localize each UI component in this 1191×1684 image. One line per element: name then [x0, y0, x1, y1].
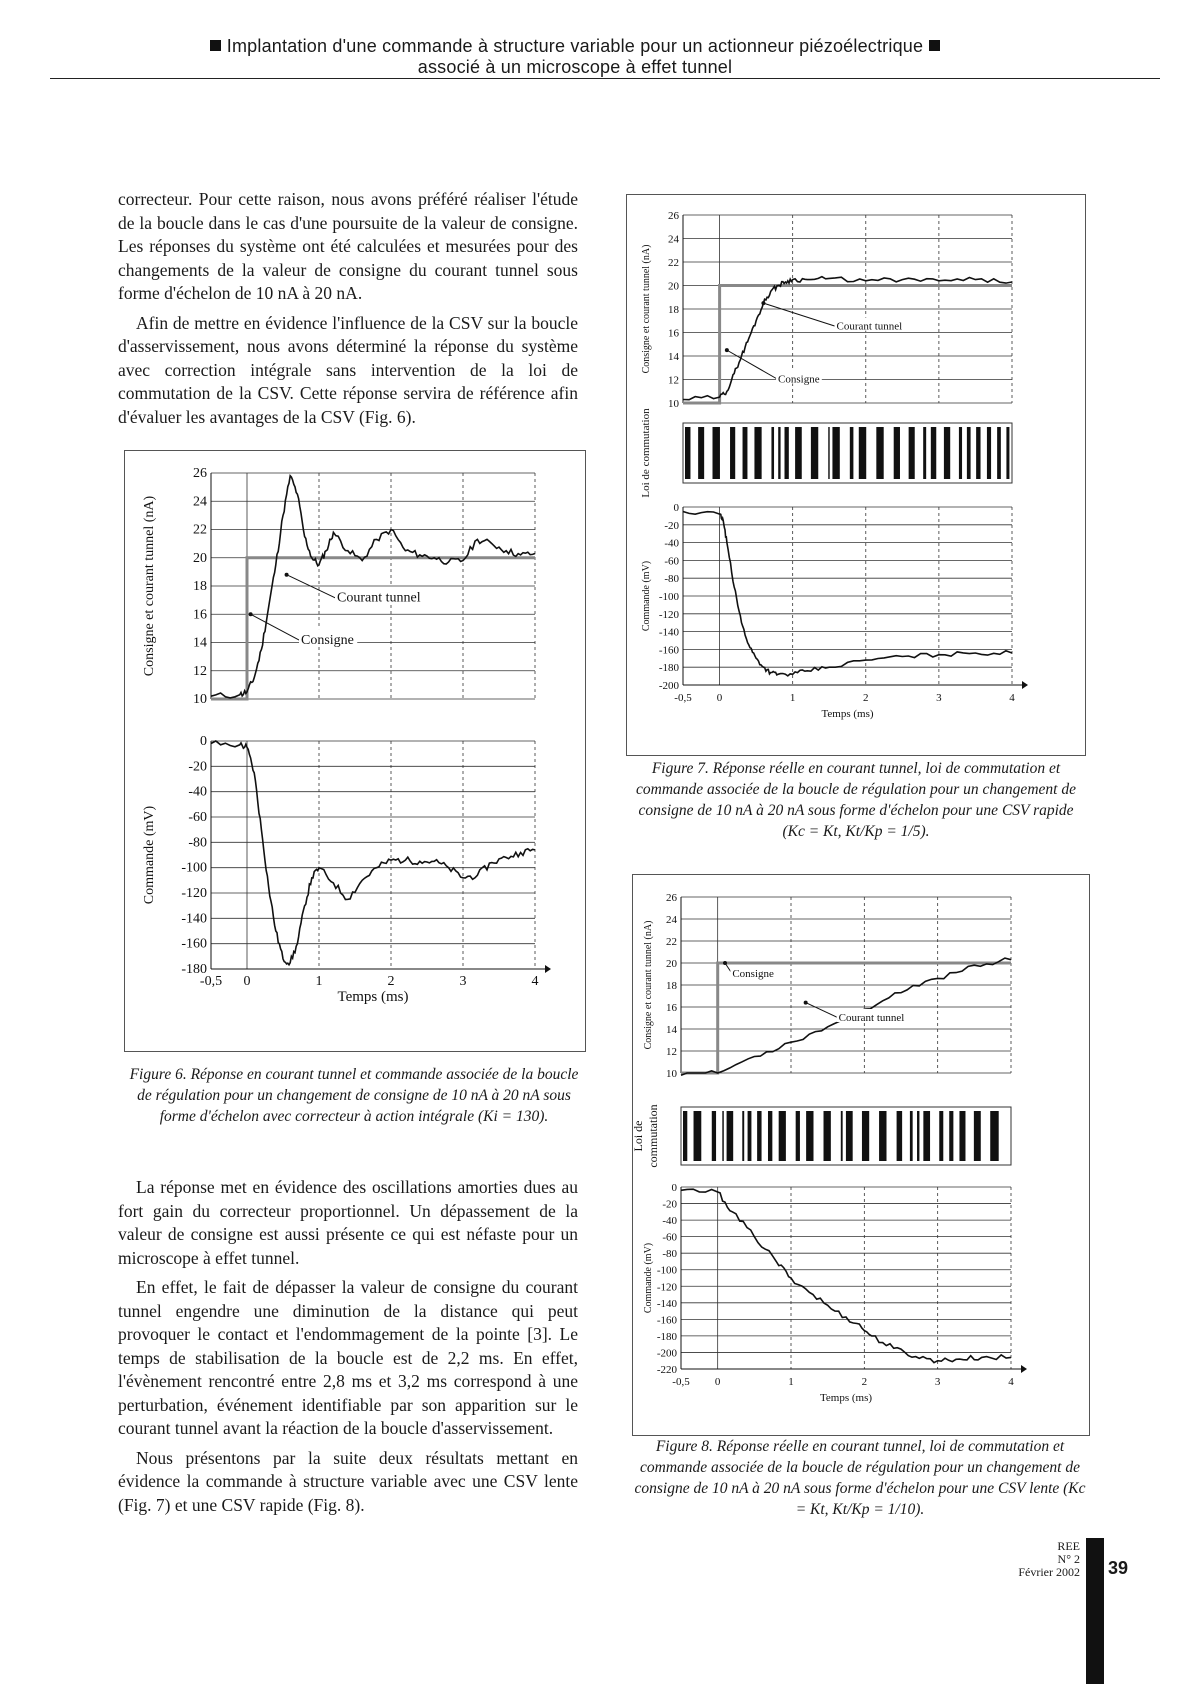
- x-tick-label: 2: [387, 974, 395, 989]
- switching-pulse: [768, 1111, 772, 1161]
- series-courant-tunnel-line: [683, 277, 1012, 400]
- y-tick-label: -100: [658, 591, 679, 603]
- y-tick-label: 16: [666, 1002, 677, 1014]
- y-tick-label: -220: [656, 1364, 677, 1376]
- x-tick-label: -0,5: [674, 692, 692, 704]
- y-tick-label: -140: [181, 911, 207, 927]
- y-tick-label: -60: [188, 810, 207, 825]
- switching-pulse: [743, 427, 748, 479]
- header-rule: [50, 78, 1160, 79]
- x-tick-label: 4: [531, 974, 539, 989]
- switching-axis-label: commutation: [646, 1104, 660, 1168]
- y-axis-label: Consigne et courant tunnel (nA): [142, 495, 157, 677]
- y-tick-label: -40: [664, 537, 679, 550]
- switching-pulse: [879, 1111, 886, 1161]
- annotation-label: Consigne: [732, 968, 774, 980]
- switching-pulse: [949, 1111, 953, 1161]
- y-tick-label: 10: [668, 398, 679, 410]
- y-tick-label: -20: [664, 519, 679, 532]
- annotation-label: Courant tunnel: [337, 590, 421, 606]
- annotation-arrow-head: [725, 348, 729, 352]
- annotation-arrow-line: [287, 575, 337, 599]
- switching-pulse: [727, 1111, 734, 1161]
- switching-pulse: [910, 1111, 913, 1161]
- switching-pulse: [694, 1111, 702, 1161]
- switching-pulse: [712, 1111, 716, 1161]
- footer-journal-info: [1010, 1540, 1080, 1579]
- switching-pulse: [757, 1111, 761, 1161]
- switching-pulse: [917, 1111, 919, 1161]
- y-tick-label: 24: [666, 914, 677, 926]
- annotation-arrow-line: [251, 614, 301, 641]
- y-tick-label: 20: [193, 550, 207, 566]
- annotation-label: Courant tunnel: [836, 320, 903, 333]
- switching-pulse: [923, 1111, 930, 1161]
- annotation-arrow-head: [723, 961, 727, 965]
- switching-axis-label: Loi de: [631, 1120, 645, 1152]
- switching-pulse: [806, 1111, 813, 1161]
- paragraph: La réponse met en évidence des oscillations amorties dues au fort gain du correcteur proportionnel. Un dépassement de la valeur de consigne est aussi présente ce qui est néfaste pour un microscope à effet tunnel.: [118, 1177, 578, 1268]
- switching-pulse: [811, 427, 818, 479]
- y-tick-label: -180: [181, 962, 207, 977]
- y-tick-label: -80: [188, 835, 207, 851]
- y-tick-label: 12: [666, 1046, 677, 1058]
- switching-pulse: [713, 427, 720, 479]
- switching-pulse: [862, 1111, 869, 1161]
- y-axis-label: Consigne et courant tunnel (nA): [643, 920, 654, 1050]
- x-axis-arrow-icon: [1022, 681, 1028, 689]
- annotation-arrow-line: [806, 1003, 839, 1018]
- x-axis-label: Temps (ms): [819, 1392, 873, 1404]
- switching-pulse: [698, 427, 704, 479]
- switching-pulse: [824, 1111, 831, 1161]
- series-commande-line: [683, 512, 1012, 676]
- x-tick-label: 3: [934, 1376, 941, 1388]
- switching-pulse: [832, 427, 839, 479]
- y-tick-label: -200: [656, 1347, 677, 1360]
- x-tick-label: 2: [863, 692, 869, 704]
- y-tick-label: -100: [656, 1264, 677, 1277]
- figure-6-chart: [125, 451, 585, 1051]
- y-tick-label: -40: [188, 784, 207, 800]
- figure-6: [124, 450, 586, 1052]
- running-header: [150, 36, 1000, 78]
- x-tick-label: 3: [936, 692, 942, 704]
- x-tick-label: 3: [459, 974, 467, 989]
- switching-pulse: [795, 427, 802, 479]
- series-commande-line: [211, 741, 535, 965]
- x-tick-label: -0,5: [672, 1376, 690, 1388]
- switching-pulse: [974, 1111, 981, 1161]
- annotation-arrow-line: [763, 303, 836, 327]
- y-tick-label: 12: [193, 663, 207, 679]
- switching-pulse: [846, 1111, 853, 1161]
- x-tick-label: 4: [1008, 1376, 1014, 1388]
- bullet-square-icon: [210, 40, 221, 51]
- y-tick-label: -40: [662, 1215, 677, 1228]
- x-tick-label: 1: [789, 692, 796, 704]
- x-tick-label: 4: [1009, 692, 1015, 704]
- y-tick-label: 22: [193, 522, 207, 538]
- x-tick-label: 0: [714, 1376, 721, 1388]
- switching-pulse: [990, 1111, 998, 1161]
- annotation-arrow-head: [285, 573, 289, 577]
- figure-6-caption: Figure 6. Réponse en courant tunnel et commande associée de la boucle de régulation pour un changement de consigne de 10 nA à 20 nA sous forme d'échelon avec correcteur à action intégrale (Ki = 130).: [129, 1066, 579, 1125]
- y-tick-label: 20: [666, 958, 677, 970]
- y-axis-label: Consigne et courant tunnel (nA): [641, 244, 652, 374]
- y-axis-label: Commande (mV): [641, 560, 652, 632]
- switching-pulse: [987, 427, 991, 479]
- paragraph: Afin de mettre en évidence l'influence de la CSV sur la boucle d'asservissement, nous avons déterminé la réponse du système avec correction intégrale sans intervention de la loi de commutation de la CSV. Cette réponse servira de référence afin d'évaluer les avantages de la CSV (Fig. 6).: [118, 312, 578, 427]
- footer-issue: N° 2: [1057, 1552, 1080, 1566]
- switching-axis-label: Loi de commutation: [640, 408, 652, 498]
- x-axis-arrow-icon: [1021, 1365, 1027, 1373]
- figure-7-caption: Figure 7. Réponse réelle en courant tunnel, loi de commutation et commande associée de la boucle de régulation pour un changement de consigne de 10 nA à 20 nA sous forme d'échelon pour une CSV rapide (Kc = Kt, Kt/Kp = 1/5).: [636, 760, 1076, 840]
- y-tick-label: -100: [181, 860, 207, 876]
- switching-pulse: [859, 427, 866, 479]
- page-number: 39: [1108, 1558, 1129, 1578]
- y-tick-label: -80: [664, 573, 679, 586]
- left-column-top: [118, 188, 578, 429]
- paragraph: correcteur. Pour cette raison, nous avons préféré réaliser l'étude de la boucle dans le cas d'une poursuite de la valeur de consigne. Les réponses du système ont été calculées et mesurées pour des changements de la valeur de consigne du courant tunnel sous forme d'échelon de 10 nA à 20 nA.: [118, 189, 578, 303]
- switching-pulse: [894, 427, 900, 479]
- switching-pulse: [876, 427, 883, 479]
- y-tick-label: 14: [668, 351, 679, 363]
- y-tick-label: -160: [181, 936, 207, 952]
- y-tick-label: -120: [656, 1281, 677, 1294]
- y-tick-label: 22: [666, 936, 677, 948]
- figure-7-chart: [627, 195, 1085, 755]
- switching-pulse: [828, 427, 829, 479]
- switching-pulse: [730, 427, 735, 479]
- y-tick-label: 14: [666, 1024, 677, 1036]
- annotation-arrow-line: [727, 350, 778, 379]
- annotation-label: Consigne: [778, 373, 820, 386]
- y-tick-label: -180: [656, 1330, 677, 1343]
- switching-pulse: [897, 1111, 903, 1161]
- y-axis-label: Commande (mV): [643, 1242, 654, 1314]
- switching-pulse: [997, 427, 1001, 479]
- x-tick-label: 0: [716, 692, 723, 704]
- y-tick-label: 24: [668, 233, 679, 246]
- header-line-2: associé à un microscope à effet tunnel: [417, 57, 733, 77]
- y-tick-label: -200: [658, 680, 679, 692]
- annotation-arrow-head: [761, 301, 765, 305]
- switching-pulse: [959, 1111, 965, 1161]
- switching-pulse: [683, 1111, 687, 1161]
- y-tick-label: -140: [656, 1297, 677, 1310]
- x-tick-label: 1: [315, 974, 323, 989]
- y-tick-label: 26: [668, 210, 679, 222]
- y-tick-label: -20: [188, 759, 207, 775]
- switching-pulse: [754, 427, 761, 479]
- y-tick-label: 0: [200, 734, 207, 749]
- figure-8: [632, 874, 1090, 1436]
- y-tick-label: -160: [656, 1314, 677, 1327]
- switching-pulse: [778, 427, 780, 479]
- footer-journal: REE: [1057, 1539, 1080, 1553]
- y-tick-label: 12: [668, 374, 679, 387]
- y-tick-label: 0: [671, 1182, 677, 1194]
- figure-8-caption: Figure 8. Réponse réelle en courant tunnel, loi de commutation et commande associée de la boucle de régulation pour un changement de consigne de 10 nA à 20 nA sous forme d'échelon pour une CSV lente (Kc = Kt, Kt/Kp = 1/10).: [634, 1438, 1086, 1518]
- switching-pulse: [939, 1111, 943, 1161]
- header-line-1: Implantation d'une commande à structure variable pour un actionneur piézoélectrique: [226, 36, 924, 56]
- left-column-bottom: [118, 1176, 578, 1517]
- switching-pulse: [742, 1111, 744, 1161]
- paragraph: En effet, le fait de dépasser la valeur de consigne du courant tunnel engendre une diminution de la distance qui peut provoquer le contact et l'endommagement de la pointe [3]. Le temps de stabilisation de la boucle est de 2,2 ms. En effet, l'évènement rencontré entre 2,8 ms et 3,2 ms correspond à une perturbation, événement identifiable par son apparition sur le courant tunnel avant la réaction de la boucle d'asservissement.: [118, 1277, 578, 1438]
- y-tick-label: -160: [658, 644, 679, 657]
- y-tick-label: -120: [181, 886, 207, 901]
- switching-pulse: [959, 427, 962, 479]
- x-tick-label: 1: [788, 1376, 794, 1388]
- y-tick-label: 10: [666, 1068, 677, 1080]
- y-tick-label: -180: [658, 662, 679, 675]
- y-tick-label: 24: [193, 494, 207, 510]
- y-tick-label: 0: [673, 502, 679, 514]
- switching-pulse: [967, 427, 971, 479]
- y-tick-label: -20: [662, 1198, 677, 1211]
- switching-pulse: [796, 1111, 800, 1161]
- annotation-arrow-head: [249, 612, 253, 616]
- y-tick-label: 26: [666, 892, 677, 904]
- y-axis-label: Commande (mV): [142, 805, 157, 905]
- y-tick-label: 20: [668, 280, 679, 293]
- switching-pulse: [685, 427, 690, 479]
- y-tick-label: 18: [668, 304, 679, 316]
- footer-bar: [1086, 1538, 1104, 1684]
- x-axis-arrow-icon: [545, 965, 551, 973]
- y-tick-label: 22: [668, 257, 679, 269]
- switching-pulse: [779, 1111, 786, 1161]
- series-consigne-line: [683, 286, 1012, 404]
- y-tick-label: -60: [664, 555, 679, 568]
- switching-pulse: [841, 1111, 843, 1161]
- y-tick-label: 18: [666, 980, 677, 992]
- x-tick-label: -0,5: [199, 974, 223, 989]
- series-commande-line: [681, 1189, 1011, 1362]
- switching-pulse: [771, 427, 774, 479]
- paragraph: Nous présentons par la suite deux résultats mettant en évidence la commande à structure variable avec une CSV lente (Fig. 7) et une CSV rapide (Fig. 8).: [118, 1447, 578, 1515]
- y-tick-label: -140: [658, 626, 679, 639]
- x-tick-label: 0: [243, 974, 251, 989]
- switching-pulse: [1006, 427, 1009, 479]
- switching-pulse: [931, 427, 936, 479]
- y-tick-label: -80: [662, 1248, 677, 1261]
- switching-pulse: [909, 427, 915, 479]
- switching-pulse: [785, 427, 789, 479]
- annotation-label: Consigne: [301, 633, 354, 649]
- footer-date: Février 2002: [1018, 1565, 1080, 1579]
- switching-pulse: [722, 1111, 723, 1161]
- annotation-arrow-head: [804, 1001, 808, 1005]
- y-tick-label: 16: [668, 327, 679, 340]
- switching-pulse: [923, 427, 926, 479]
- annotation-label: Courant tunnel: [838, 1012, 905, 1024]
- series-consigne-line: [211, 558, 535, 699]
- y-tick-label: -120: [658, 608, 679, 621]
- y-tick-label: 16: [193, 607, 207, 623]
- switching-pulse: [850, 427, 854, 479]
- switching-pulse: [944, 427, 950, 479]
- x-axis-label: Temps (ms): [337, 989, 409, 1005]
- y-tick-label: -60: [662, 1231, 677, 1244]
- switching-pulse: [976, 427, 980, 479]
- y-tick-label: 14: [193, 635, 207, 651]
- x-axis-label: Temps (ms): [821, 708, 874, 720]
- y-tick-label: 18: [193, 579, 207, 594]
- y-tick-label: 10: [193, 692, 207, 707]
- bullet-square-icon: [929, 40, 940, 51]
- y-tick-label: 26: [193, 466, 207, 481]
- figure-8-chart: [633, 875, 1089, 1435]
- x-tick-label: 2: [861, 1376, 868, 1388]
- switching-pulse: [748, 1111, 752, 1161]
- figure-7: [626, 194, 1086, 756]
